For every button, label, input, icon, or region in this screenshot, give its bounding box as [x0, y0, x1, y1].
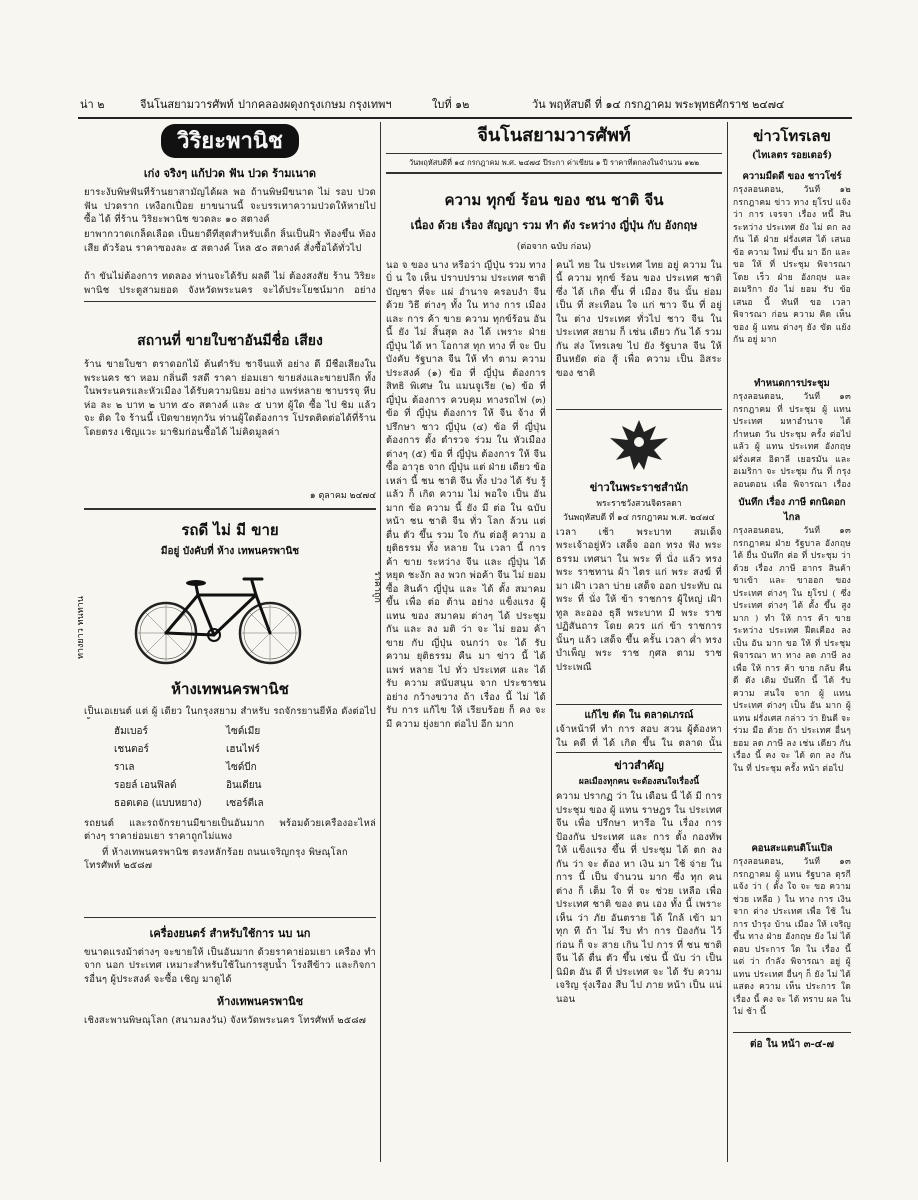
bicycle-side-text-right: ราคาถูก: [372, 570, 382, 603]
engine-ad-footer: เชิงสะพานพิษณุโลก (สนามลงวัน) จังหวัดพระนคร โทรศัพท์ ๒๕๘๗: [84, 1014, 367, 1026]
brand-row: รอยล์ เอนฟิลด์ อินเดียน: [114, 779, 262, 791]
viriya-tagline: เก่ง จริงๆ แก้ปวด ฟัน ปวด ร้ามเนาด: [143, 167, 317, 180]
thep-nakhon-shop-name: ห้างเทพนครพานิช: [171, 679, 289, 698]
header-publisher: ปากคลองผดุงกรุงเกษม กรุงเทพฯ: [238, 98, 392, 111]
engine-ad-shop: ห้างเทพนครพานิช: [216, 994, 304, 1008]
garuda-emblem-icon: [604, 416, 674, 474]
left-column: [76, 124, 382, 1027]
masthead-rule: [386, 172, 722, 173]
bicycle-icon: [124, 565, 314, 669]
viriya-paragraph-2: ยาพากวาดเกล็ดเลือด เป็นยาดีที่สุดสำหรับเด็ก ลิ้นเป็นฝ้า ท้องขึ้น ท้องเสีย ตัวร้อน ราคาซองละ ๕ สตางค์ โหล ๕๐ สตางค์ สั่งซื้อได้ทั่วไป: [84, 229, 376, 254]
telegraph-topic-4: คอนสะแตนติโนเปิล: [751, 843, 833, 854]
telegraph-news-source: (ไทเลตร รอยเตอร์): [751, 150, 833, 161]
section-rule: [556, 704, 722, 705]
middle-column: [386, 122, 722, 1070]
court-news-date: วันพฤหัสบดี ที่ ๑๔ กรกฎาคม พ.ศ. ๒๔๗๔: [563, 512, 715, 523]
viriya-paragraph-3: ถ้า ขันไม่ต้องการ ทดลอง ท่านจะได้รับ ผลดี ไม่ ต้องสงสัย ร้าน วิริยะพานิช ประตูสามยอด จังหวัดพระนคร จะได้ประโยชน์มาก อย่าง: [84, 271, 376, 296]
article-col-2: [556, 259, 722, 1071]
court-news-body: เวลา เช้า พระบาท สมเด็จ พระเจ้าอยู่หัว เสด็จ ออก ทรง ฟัง พระ ธรรม เทศนา ใน พระ ที่ นั่ง แล้ว ทรง พระ ราชทาน ผ้า ไตร แก่ พระ สงฆ์ ที่ มา เฝ้า เวลา บ่าย เสด็จ ออก ประทับ ณ พระ ที่ นั่ง ให้ ข้า ราชการ ผู้ใหญ่ เฝ้า ทูล ละออง ธุลี พระบาท มี พระ ราช ปฏิสันถาร โดย ควร แก่ ข้า ราชการ นั้นๆ แล้ว เสด็จ ขึ้น ครั้น เวลา ค่ำ ทรง บำเพ็ญ พระ ราช กุศล ตาม ราช ประเพณี: [555, 526, 722, 673]
article-col-divider: [551, 259, 552, 979]
telegraph-topic-1: ความมืดดี ของ ชาวโซ่ร์: [742, 171, 842, 182]
page-header: [80, 96, 840, 114]
bicycle-illustration-area: [76, 565, 382, 675]
brand-row: ราเล ไซด์บีก: [114, 761, 257, 773]
tea-shop-title: สถานที่ ขายใบชาอันมีชื่อ เสียง: [137, 333, 323, 350]
section-rule: [556, 752, 722, 753]
section-rule: [556, 409, 722, 410]
important-news-subtitle: ผลเมืองทุกคน จะต้องสนใจเรื่องนี้: [578, 777, 700, 788]
engine-ad-body: ขนาดแรงม้าต่างๆ จะขายให้ เป็นอันมาก ด้วยราคาย่อมเยา เครื่อง ทำจาก นอก ประเทศ เหมาะสำหรับใช้ในการสูบน้ำ โรงสีข้าว และกิจการอื่นๆ ผู้ประสงค์ จะซื้อ เชิญ มาดูได้: [84, 946, 376, 985]
article-2-body: คนไ ทย ใน ประเทศ ไทย อยู่ ความ ใน นี้ ความ ทุกข์ ร้อน ของ ประเทศ ชาติ ซึ่ง ได้ เกิด ขึ้น ที่ เมือง จีน นั้น ย่อม เป็น ที่ สะเทือน ใจ แก่ ชาว จีน ที่ อยู่ ใน ต่าง ประเทศ ทั่วไป ชาว จีน ใน ประเทศ สยาม ก็ เช่น เดียว กัน ได้ รวม กัน ส่ง โทรเลข ไป ยัง รัฐบาล จีน ให้ ยืนหยัด ต่อ สู้ เพื่อ ความ เป็น อิสระ ของ ชาติ: [555, 259, 722, 379]
header-issue: ใบที่ ๑๒: [432, 98, 470, 111]
article-col-1: นอ จ ของ นาง หรือว่า ญี่ปุ่น รวม ทาง บิ่ น ใจ เห็น ปราบปราม ประเทศ ชาติ บัญชา ที่จะ แผ่ อำนาจ ครอบงำ จีน ด้วย วิธี ต่างๆ ทั้ง ใน ทาง การ เมือง และ การ ค้า ขาย ความ ทุกข์ร้อน อันนี้ ยัง ไม่ สิ้นสุด ลง ได้ เพราะ ฝ่าย ญี่ปุ่น ได้ หา โอกาส ทุก ทาง ที่ จะ บีบ บังคับ รัฐบาล จีน ให้ ทำ ตาม ความ ประสงค์ (๑) ข้อ ที่ ญี่ปุ่น ต้องการ สิทธิ พิเศษ ใน แมนจูเรีย (๒) ข้อ ที่ ญี่ปุ่น ต้องการ ควบคุม ทางรถไฟ (๓) ข้อ ที่ ญี่ปุ่น ต้องการ ให้ จีน จ้าง ที่ปรึกษา ชาว ญี่ปุ่น (๔) ข้อ ที่ ญี่ปุ่น ต้องการ ตั้ง ตำรวจ ร่วม ใน หัวเมือง ต่างๆ (๕) ข้อ ที่ ญี่ปุ่น ต้องการ ให้ จีน ซื้อ อาวุธ จาก ญี่ปุ่น แต่ ฝ่าย เดียว ข้อ เหล่า นี้ ชน ชาติ จีน ทั้ง ปวง ได้ รับ รู้ แล้ว ก็ เกิด ความ ไม่ พอใจ เป็น อัน มาก ข้อ ความ นี้ ยัง มี ต่อ ใน ฉบับ หน้า ชน ชาติ จีน ทั่ว โลก ล้วน แต่ ตื่น ตัว ขึ้น รวม ใจ กัน ต่อสู้ ความ อยุติธรรม ทั้ง หลาย ใน เวลา นี้ การ ค้า ขาย ระหว่าง จีน และ ญี่ปุ่น ได้ หยุด ชะงัก ลง พวก พ่อค้า จีน ไม่ ยอม ซื้อ สินค้า ญี่ปุ่น และ ได้ ตั้ง สมาคม ขึ้น เพื่อ ต่อ ต้าน อย่าง แข็งแรง ผู้ แทน ของ สมาคม ต่างๆ ได้ ประชุม กัน และ ลง มติ ว่า จะ ไม่ ยอม ค้า ขาย กับ ญี่ปุ่น จนกว่า จะ ได้ รับ ความ ยุติธรรม คืน มา ข่าว นี้ ได้ แพร่ หลาย ไป ทั่ว ประเทศ และ ได้ รับ ความ สนับสนุน จาก ประชาชน อย่าง กว้างขวาง ถ้า เรื่อง นี้ ไม่ ได้ รับ การ แก้ไข ให้ เรียบร้อย ก็ คง จะ มี ความ ยุ่งยาก ต่อไป อีก มาก: [386, 259, 546, 730]
section-rule: [84, 508, 376, 509]
main-headline: ความ ทุกข์ ร้อน ของ ชน ชาติ จีน: [444, 190, 664, 209]
right-column: [733, 124, 851, 1052]
telegraph-news-title: ข่าวโทรเลข: [753, 127, 831, 145]
brand-address: ที่ ห้างเทพนครพานิช ตรงหลักร้อย ถนนเจริญกรุง พิษณุโลก: [102, 846, 348, 858]
brand-row: ฮัมเบอร์ ไซด์เมีย: [114, 725, 261, 737]
important-news-title: ข่าวสำคัญ: [614, 759, 664, 773]
market-news-body: เจ้าหน้าที่ ทำ การ สอบ สวน ผู้ต้องหา ใน คดี ที่ ได้ เกิด ขึ้น ใน ตลาด นั้น: [555, 724, 722, 749]
brand-row: เชนตอร์ เฮนไฟร์: [114, 743, 260, 755]
telegraph-body-1: กรุงลอนดอน, วันที่ ๑๒ กรกฎาคม ข่าว ทาง ยุโรป แจ้ง ว่า การ เจรจา เรื่อง หนี้ สิน ระหว่าง ประเทศ ยัง ไม่ ตก ลง กัน ได้ ฝ่าย ฝรั่งเศส ได้ เสนอ ข้อ ความ ใหม่ ขึ้น มา อีก และ ขอ ให้ ที่ ประชุม พิจารณา โดย เร็ว ฝ่าย อังกฤษ และ อเมริกา ยัง ไม่ ยอม รับ ข้อ เสนอ นี้ ทันที ขอ เวลา พิจารณา ก่อน ความ คิด เห็น ของ ผู้ แทน ต่างๆ ยัง ขัด แย้ง กัน อยู่ มาก: [733, 185, 851, 345]
telegraph-body-4: กรุงลอนดอน, วันที่ ๑๓ กรกฎาคม ผู้ แทน รัฐบาล ตุรกี แจ้ง ว่า ( ตั้ง ใจ จะ ขอ ความ ช่วย เหลือ ) ใน ทาง การ เงิน จาก ต่าง ประเทศ เพื่อ ใช้ ใน การ บำรุง บ้าน เมือง ให้ เจริญ ขึ้น ทาง ฝ่าย อังกฤษ ยัง ไม่ ได้ ตอบ ประการ ใด ใน เรื่อง นี้ แต่ ว่า กำลัง พิจารณา อยู่ ผู้ แทน ประเทศ อื่นๆ ก็ ยัง ไม่ ได้ แสดง ความ เห็น ประการ ใด เรื่อง นี้ คง จะ ได้ ทราบ ผล ใน ไม่ ช้า นี้: [733, 857, 851, 1017]
brand-row: ธอตเตอ (แบบหยาง) เซอร์ตีเล: [114, 797, 264, 809]
brand-note: รถยนต์ และรถจักรยานมีขายเป็นอันมาก พร้อมด้วยเครื่องอะไหล่ ต่างๆ ราคาย่อมเยา ราคาถูกไม่แพง: [84, 817, 376, 843]
masthead-rule: [386, 153, 722, 154]
thep-nakhon-intro: เป็นเอเยนต์ แต่ ผู้ เดียว ในกรุงสยาม สำหรับ รถจักรยานยี่ห้อ ดังต่อไป: [84, 705, 376, 717]
court-news-title: ข่าวในพระราชสำนัก: [589, 480, 689, 494]
main-subheadline: เนื่อง ด้วย เรื่อง สัญญา รวม ทำ ดัง ระหว่าง ญี่ปุ่น กับ อังกฤษ: [410, 218, 698, 232]
section-rule: [733, 1032, 851, 1033]
continued-note: (ต่อจาก ฉบับ ก่อน): [516, 241, 592, 252]
important-news-body: ความ ปรากฏ ว่า ใน เดือน นี้ ได้ มี การ ประชุม ของ ผู้ แทน ราษฎร ใน ประเทศ จีน เพื่อ ปรึกษา หารือ ใน เรื่อง การ ป้องกัน ประเทศ และ การ ตั้ง กองทัพ ให้ แข็งแรง ขึ้น ที่ ประชุม ได้ ตก ลง กัน ว่า จะ ต้อง หา เงิน มา ใช้ จ่าย ใน การ นี้ เป็น จำนวน มาก ซึ่ง ทุก คน ต่าง ก็ เต็ม ใจ ที่ จะ ช่วย เหลือ เพื่อ ประเทศ ชาติ ของ ตน เอง ทั้ง นี้ เพราะ เห็น ว่า ภัย อันตราย ได้ ใกล้ เข้า มา ทุก ที ถ้า ไม่ รีบ ทำ การ ป้องกัน ไว้ ก่อน ก็ จะ สาย เกิน ไป การ ที่ ชน ชาติ จีน ได้ ตื่น ตัว ขึ้น เช่น นี้ นับ ว่า เป็น นิมิต อัน ดี ที่ ประเทศ จะ ได้ รับ ความ เจริญ รุ่งเรือง สืบ ไป ภาย หน้า เป็น แน่ นอน: [555, 791, 722, 1005]
masthead-subline: วันพฤหัสบดีที่ ๑๔ กรกฎาคม พ.ศ. ๒๔๗๔ ปีระกา ค่าเขียน ๑ ปี ราคาที่ตกลงในจำนวน ๑๒๒: [408, 158, 700, 168]
engine-ad-title: เครื่องยนตร์ สำหรับใช้การ นบ นก: [149, 926, 311, 940]
court-news-place: พระราชวังสวนจิตรลดา: [596, 498, 682, 509]
telegraph-body-2: กรุงลอนดอน, วันที่ ๑๓ กรกฎาคม ที่ ประชุม ผู้ แทน ประเทศ มหาอำนาจ ได้ กำหนด วัน ประชุม ครั้ง ต่อไป แล้ว ผู้ แทน ประเทศ อังกฤษ ฝรั่งเศส อิตาลี เยอรมัน และ อเมริกา จะ ประชุม กัน ที่ กรุง ลอนดอน เพื่อ พิจารณา เรื่อง: [733, 392, 851, 490]
column-divider-right: [727, 122, 728, 1162]
bicycle-ad-subtitle: มีอยู่ บังคับที่ ห้าง เทพนครพานิช: [160, 545, 300, 557]
page-number: น่า ๒: [80, 98, 105, 111]
article-columns: [386, 259, 722, 1071]
telegraph-topic-3: บันทึก เรื่อง ภาษี ตกนิดอกไกล: [738, 497, 846, 523]
viriya-paragraph-1: ยาระงับพิษฟันที่ร้านยาสามัญได้ผล พอ ถ้านพิษมีขนาด ไม่ รอบ ปวดฟัน ปวดราก เหงือกเปื่อย ยาขนานนี้ จะบรรเทาความปวดให้หายไป ซื้อ ได้ ที่ร้าน วิริยะพานิช ขวดละ ๑๐ สตางค์: [84, 187, 376, 225]
brand-phone: โทรศัพท์ ๒๕๘๗: [84, 860, 153, 872]
telegraph-body-3: กรุงลอนดอน, วันที่ ๑๓ กรกฎาคม ฝ่าย รัฐบาล อังกฤษ ได้ ยื่น บันทึก ต่อ ที่ ประชุม ว่า ด้วย เรื่อง ภาษี อากร สินค้า ขาเข้า และ ขาออก ของ ประเทศ ต่างๆ ใน ยุโรป ( ซึ่ง ประเทศ ต่างๆ ได้ ตั้ง ขึ้น สูง มาก ) ทำ ให้ การ ค้า ขาย ระหว่าง ประเทศ ฝืดเคือง ลง เป็น อัน มาก ขอ ให้ ที่ ประชุม พิจารณา หา ทาง ลด ภาษี ลง เพื่อ ให้ การ ค้า ขาย กลับ คืน ดี ดัง เดิม บันทึก นี้ ได้ รับ ความ สนใจ จาก ผู้ แทน ประเทศ ต่างๆ เป็น อัน มาก ผู้ แทน ฝรั่งเศส กล่าว ว่า ยินดี จะ ร่วม มือ ด้วย ถ้า ประเทศ อื่นๆ ยอม ลด ภาษี ลง เช่น เดียว กัน เรื่อง นี้ คง จะ ได้ ตก ลง กัน ใน ที่ ประชุม ครั้ง หน้า ต่อไป: [733, 526, 851, 774]
bicycle-side-text-left: ทางยาว ทนทาน: [76, 595, 86, 659]
section-rule: [84, 917, 376, 918]
header-date: วัน พฤหัสบดี ที่ ๑๔ กรกฎาคม พระพุทธศักราช ๒๔๗๔: [532, 98, 785, 111]
continued-on-page: ต่อ ใน หน้า ๓-๔-๗: [750, 1039, 834, 1051]
header-rule: [78, 117, 852, 119]
section-rule: [84, 301, 376, 302]
masthead-title: จีนโนสยามวารศัพท์: [477, 125, 631, 146]
bicycle-brand-list: [84, 723, 376, 813]
tea-shop-signature: ๑ ตุลาคม ๒๔๗๔: [309, 491, 376, 502]
telegraph-topic-2: ทำหนดการประชุม: [754, 378, 830, 389]
header-paper-name: จีนโนสยามวารศัพท์: [140, 98, 234, 111]
bicycle-ad-title: รถดี ไม่ มี ขาย: [181, 520, 279, 539]
market-news-title: แก้ไข ตัด ใน ตลาดเภรณ์: [584, 710, 694, 722]
viriya-banner: วิริยะพานิช: [161, 124, 299, 158]
tea-shop-body: ร้าน ขายใบชา ตราดอกไม้ ต้นตำรับ ชาจีนแท้ อย่าง ดี มีชื่อเสียงในพระนคร ชา หอม กลิ่นดี รสดี ราคา ย่อมเยา ขายส่งและขายปลีก ทั้งในพระนครและหัวเมือง ได้รับความนิยม อย่าง แพร่หลาย ชาบรรจุ หีบ ห่อ ละ ๒ บาท ๒ บาท ๕๐ สตางค์ และ ๕ บาท ผู้ใด ซื้อ ไป ชิม แล้ว จะ ติด ใจ ร้านนี้ เปิดขายทุกวัน ท่านผู้ใดต้องการ โปรดติดต่อได้ที่ร้าน โดยตรง เชิญแวะ มาชิมก่อนซื้อได้ ไม่คิดมูลค่า: [84, 359, 376, 438]
